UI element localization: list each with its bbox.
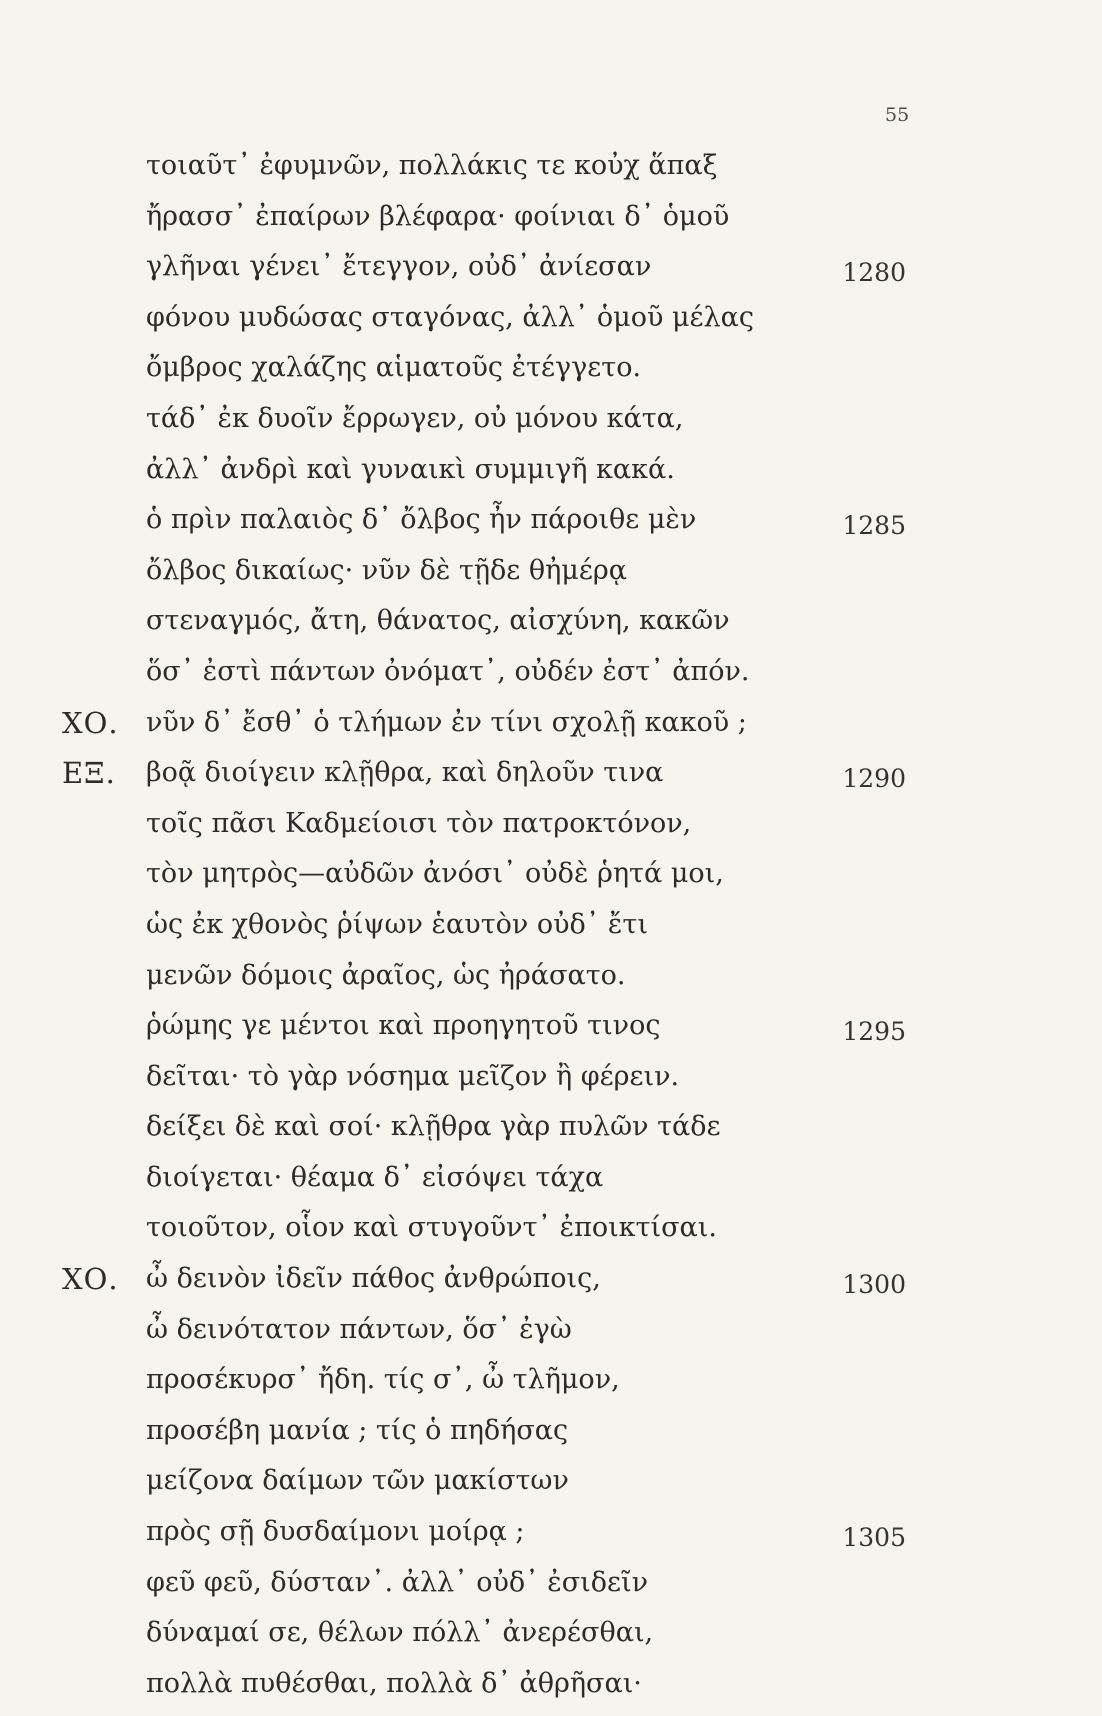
verse-line <box>0 1413 1102 1464</box>
verse-line <box>0 350 1102 401</box>
verse-line <box>0 1312 1102 1363</box>
verse-text: ὦ δεινότατον πάντων, ὅσ᾽ ἐγὼ <box>146 1313 572 1345</box>
verse-line <box>0 452 1102 503</box>
verse-text: τοῖς πᾶσι Καδμείοισι τὸν πατροκτόνον, <box>146 807 692 839</box>
verse-text: στεναγμός, ἄτη, θάνατος, αἰσχύνη, κακῶν <box>146 605 730 637</box>
verse-text: μείζονα δαίμων τῶν μακίστων <box>146 1465 569 1497</box>
verse-block <box>0 148 1102 1716</box>
verse-line <box>0 654 1102 705</box>
verse-line <box>0 553 1102 604</box>
verse-text: φόνου μυδώσας σταγόνας, ἀλλ᾽ ὁμοῦ μέλας <box>146 301 754 333</box>
verse-line <box>0 1109 1102 1160</box>
verse-text: νῦν δ᾽ ἔσθ᾽ ὁ τλήμων ἐν τίνι σχολῇ κακοῦ ; <box>146 706 747 738</box>
verse-line <box>0 1008 1102 1059</box>
verse-text: προσέκυρσ᾽ ἤδη. τίς σ᾽, ὦ τλῆμον, <box>146 1364 620 1396</box>
verse-line <box>0 1160 1102 1211</box>
speaker-label: ΧΟ. <box>62 705 119 740</box>
verse-line <box>0 755 1102 806</box>
verse-text: τοιοῦτον, οἷον καὶ στυγοῦντ᾽ ἐποικτίσαι. <box>146 1212 717 1244</box>
verse-text: ἀλλ᾽ ἀνδρὶ καὶ γυναικὶ συμμιγῆ κακά. <box>146 453 675 485</box>
verse-text: ὡς ἐκ χθονὸς ῥίψων ἑαυτὸν οὐδ᾽ ἔτι <box>146 908 648 940</box>
verse-text: μενῶν δόμοις ἀραῖος, ὡς ἠράσατο. <box>146 959 626 991</box>
verse-line <box>0 1565 1102 1616</box>
verse-line <box>0 907 1102 958</box>
verse-line <box>0 502 1102 553</box>
verse-line <box>0 1615 1102 1666</box>
verse-line <box>0 856 1102 907</box>
verse-text: τὸν μητρὸς—αὐδῶν ἀνόσι᾽ οὐδὲ ῥητά μοι, <box>146 858 724 890</box>
verse-line <box>0 148 1102 199</box>
line-number: 1300 <box>842 1270 906 1300</box>
verse-line <box>0 1514 1102 1565</box>
verse-text: ὁ πρὶν παλαιὸς δ᾽ ὄλβος ἦν πάροιθε μὲν <box>146 504 697 536</box>
line-number: 1280 <box>842 258 906 288</box>
verse-line <box>0 300 1102 351</box>
page-number: 55 <box>885 104 910 126</box>
verse-line <box>0 603 1102 654</box>
verse-line <box>0 401 1102 452</box>
verse-text: ὄλβος δικαίως· νῦν δὲ τῇδε θἠμέρᾳ <box>146 554 627 586</box>
line-number: 1305 <box>842 1523 906 1553</box>
verse-text: δύναμαί σε, θέλων πόλλ᾽ ἀνερέσθαι, <box>146 1617 654 1649</box>
verse-line <box>0 1261 1102 1312</box>
verse-text: φεῦ φεῦ, δύσταν᾽. ἀλλ᾽ οὐδ᾽ ἐσιδεῖν <box>146 1566 649 1598</box>
verse-text: ῥώμης γε μέντοι καὶ προηγητοῦ τινος <box>146 1010 661 1042</box>
verse-text: δεῖται· τὸ γὰρ νόσημα μεῖζον ἢ φέρειν. <box>146 1060 680 1092</box>
verse-text: γλῆναι γένει᾽ ἔτεγγον, οὐδ᾽ ἀνίεσαν <box>146 251 652 283</box>
verse-text: ὄμβρος χαλάζης αἱματοῦς ἐτέγγετο. <box>146 352 642 384</box>
verse-text: προσέβη μανία ; τίς ὁ πηδήσας <box>146 1414 569 1446</box>
verse-text: πρὸς σῇ δυσδαίμονι μοίρᾳ ; <box>146 1516 525 1548</box>
line-number: 1295 <box>842 1017 906 1047</box>
verse-line <box>0 1059 1102 1110</box>
speaker-label: ΕΞ. <box>62 756 116 791</box>
verse-text: βοᾷ διοίγειν κλῇθρα, καὶ δηλοῦν τινα <box>146 757 664 789</box>
speaker-label: ΧΟ. <box>62 1262 119 1297</box>
verse-text: δείξει δὲ καὶ σοί· κλῇθρα γὰρ πυλῶν τάδε <box>146 1111 721 1143</box>
verse-text: τάδ᾽ ἐκ δυοῖν ἔρρωγεν, οὐ μόνου κάτα, <box>146 402 684 434</box>
verse-line <box>0 199 1102 250</box>
verse-text: πολλὰ πυθέσθαι, πολλὰ δ᾽ ἀθρῆσαι· <box>146 1667 642 1699</box>
verse-text: διοίγεται· θέαμα δ᾽ εἰσόψει τάχα <box>146 1161 604 1193</box>
line-number: 1290 <box>842 764 906 794</box>
verse-text: ἤρασσ᾽ ἐπαίρων βλέφαρα· φοίνιαι δ᾽ ὁμοῦ <box>146 200 730 232</box>
verse-line <box>0 249 1102 300</box>
verse-text: ὦ δεινὸν ἰδεῖν πάθος ἀνθρώποις, <box>146 1263 601 1295</box>
verse-line <box>0 1666 1102 1716</box>
verse-line <box>0 806 1102 857</box>
line-number: 1285 <box>842 511 906 541</box>
verse-line <box>0 1362 1102 1413</box>
verse-line <box>0 1210 1102 1261</box>
verse-text: τοιαῦτ᾽ ἐφυμνῶν, πολλάκις τε κοὐχ ἅπαξ <box>146 150 718 181</box>
verse-text: ὅσ᾽ ἐστὶ πάντων ὀνόματ᾽, οὐδέν ἐστ᾽ ἀπόν. <box>146 655 750 687</box>
verse-line <box>0 705 1102 756</box>
verse-line <box>0 1463 1102 1514</box>
verse-line <box>0 958 1102 1009</box>
